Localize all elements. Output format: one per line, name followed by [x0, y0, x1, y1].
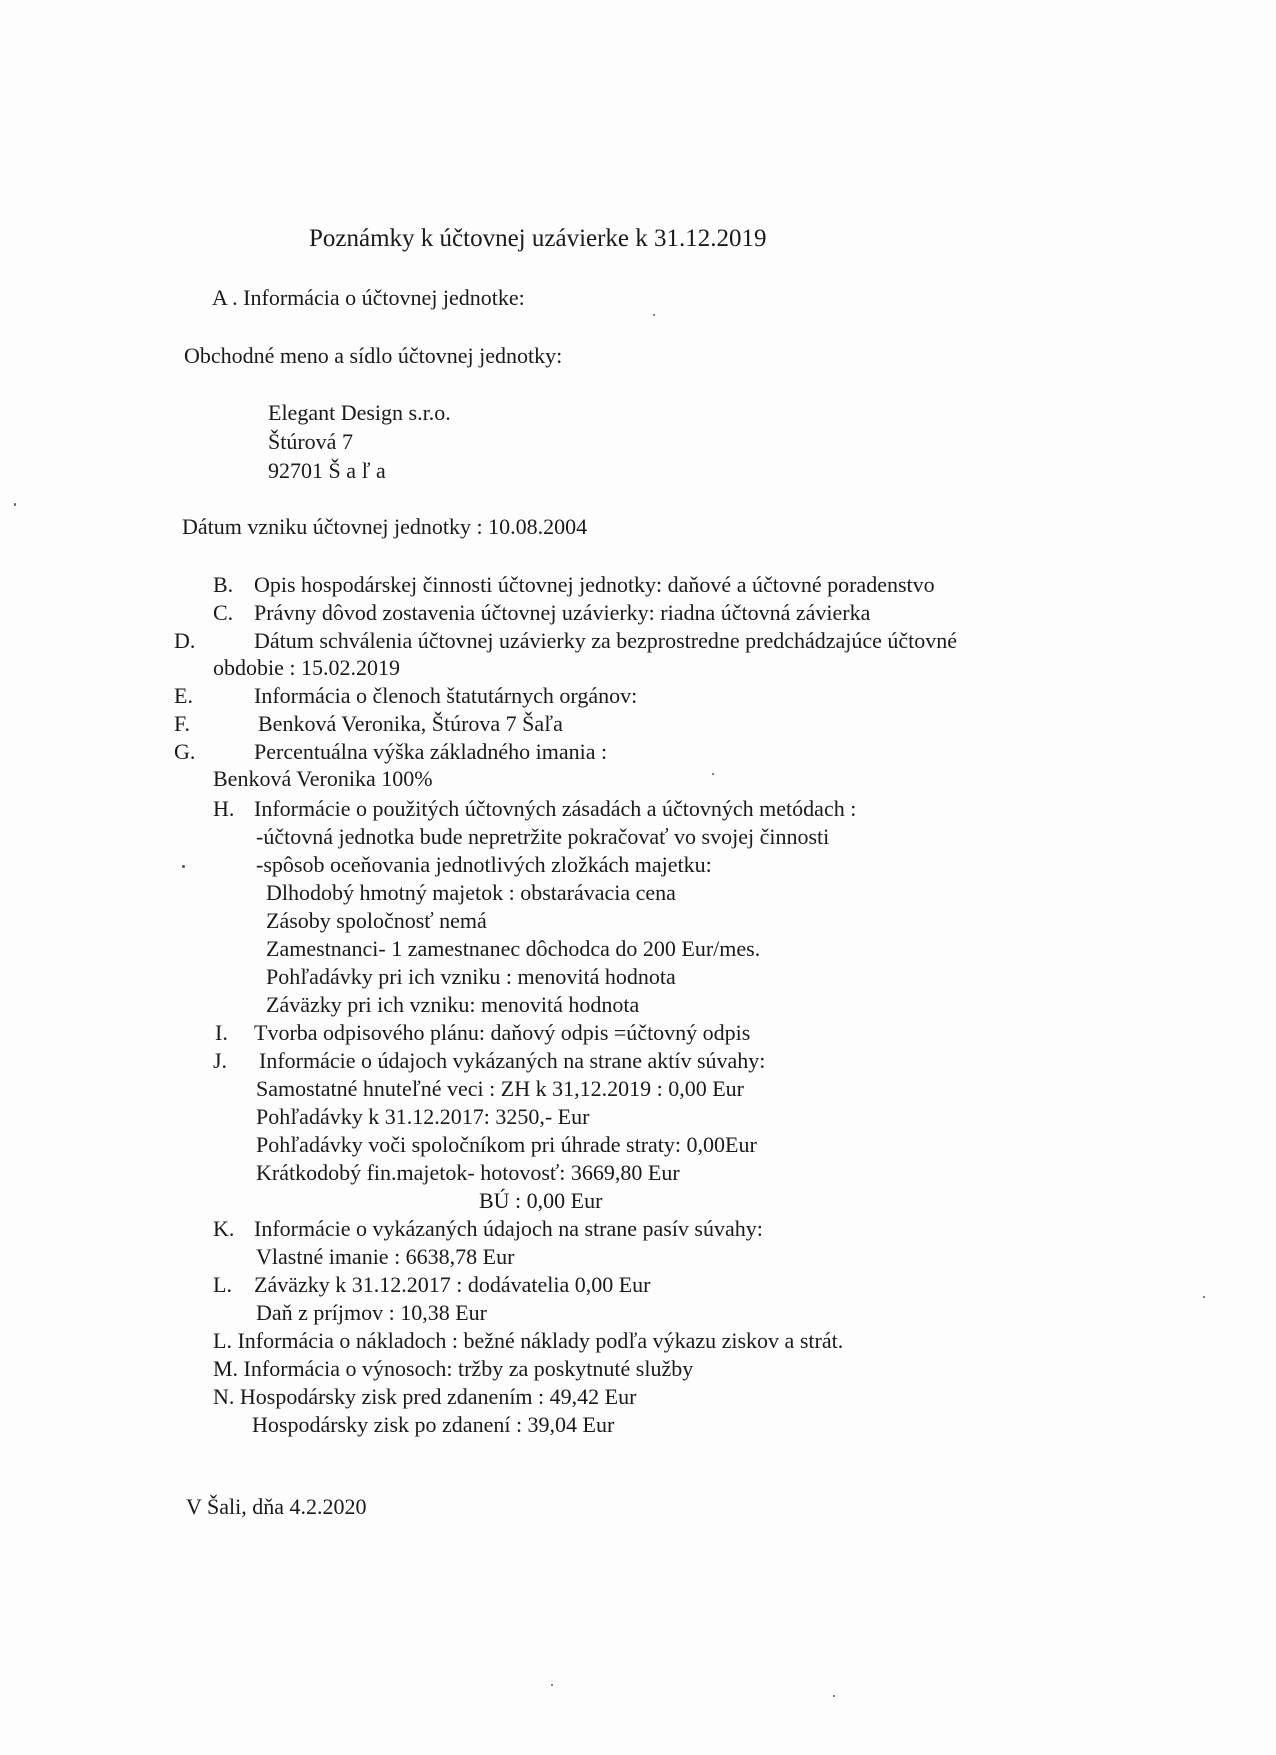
item-l1-line-1: Daň z príjmov : 10,38 Eur — [256, 1300, 487, 1325]
item-h-line-7: Záväzky pri ich vzniku: menovitá hodnota — [266, 992, 640, 1017]
item-h-line-6: Pohľadávky pri ich vzniku : menovitá hodnota — [266, 964, 676, 989]
item-h-line-3: Dlhodobý hmotný majetok : obstarávacia cena — [266, 880, 676, 905]
item-d-letter: D. — [174, 628, 196, 653]
item-l1-letter: L. — [213, 1272, 232, 1297]
item-l1-text: Záväzky k 31.12.2017 : dodávatelia 0,00 Eur — [254, 1272, 651, 1297]
scan-speck — [14, 503, 16, 506]
signature-place-date: V Šali, dňa 4.2.2020 — [186, 1494, 367, 1519]
document-title: Poznámky k účtovnej uzávierke k 31.12.2019 — [309, 225, 767, 252]
item-e-text: Informácia o členoch štatutárnych orgánov: — [254, 683, 638, 708]
item-i-letter: I. — [215, 1020, 228, 1045]
item-h-text: Informácie o použitých účtovných zásadách a účtovných metódach : — [254, 796, 857, 821]
item-m-text: M. Informácia o výnosoch: tržby za poskytnuté služby — [213, 1356, 694, 1381]
item-g-continuation: Benková Veronika 100% — [213, 766, 433, 791]
item-c-letter: C. — [213, 600, 234, 625]
item-g-letter: G. — [174, 739, 196, 764]
scan-speck — [833, 1695, 835, 1697]
scan-speck — [551, 1684, 553, 1686]
company-heading: Obchodné meno a sídlo účtovnej jednotky: — [184, 343, 563, 368]
scan-speck — [1203, 1296, 1205, 1298]
scan-speck — [182, 865, 185, 868]
item-j-line-3: Pohľadávky voči spoločníkom pri úhrade straty: 0,00Eur — [256, 1132, 757, 1157]
item-g-text: Percentuálna výška základného imania : — [254, 739, 608, 764]
section-a-heading: A . Informácia o účtovnej jednotke: — [212, 285, 525, 310]
founded-date: Dátum vzniku účtovnej jednotky : 10.08.2004 — [182, 514, 588, 539]
item-b-text: Opis hospodárskej činnosti účtovnej jednotky: daňové a účtovné poradenstvo — [254, 572, 935, 597]
item-j-line-4: Krátkodobý fin.majetok- hotovosť: 3669,80 Eur — [256, 1160, 680, 1185]
item-h-line-4: Zásoby spoločnosť nemá — [266, 908, 487, 933]
item-e-letter: E. — [174, 683, 193, 708]
item-d-text: Dátum schválenia účtovnej uzávierky za bezprostredne predchádzajúce účtovné — [254, 628, 958, 653]
item-j-text: Informácie o údajoch vykázaných na strane aktív súvahy: — [259, 1048, 766, 1073]
item-h-line-2: -spôsob oceňovania jednotlivých zložkách majetku: — [256, 852, 712, 877]
company-street: Štúrová 7 — [268, 429, 353, 454]
item-k-letter: K. — [213, 1216, 235, 1241]
scan-speck — [653, 314, 655, 316]
item-i-text: Tvorba odpisového plánu: daňový odpis =účtovný odpis — [254, 1020, 751, 1045]
item-k-text: Informácie o vykázaných údajoch na strane pasív súvahy: — [254, 1216, 763, 1241]
item-d-continuation: obdobie : 15.02.2019 — [213, 655, 400, 680]
item-b-letter: B. — [213, 572, 234, 597]
item-j-line-1: Samostatné hnuteľné veci : ZH k 31,12.2019 : 0,00 Eur — [256, 1076, 744, 1101]
item-h-line-1: -účtovná jednotka bude nepretržite pokračovať vo svojej činnosti — [256, 824, 830, 849]
item-h-line-5: Zamestnanci- 1 zamestnanec dôchodca do 200 Eur/mes. — [266, 936, 761, 961]
item-j-letter: J. — [213, 1048, 228, 1073]
item-c-text: Právny dôvod zostavenia účtovnej uzávierky: riadna účtovná závierka — [254, 600, 871, 625]
item-j-line-2: Pohľadávky k 31.12.2017: 3250,- Eur — [256, 1104, 590, 1129]
scan-speck — [712, 773, 714, 775]
company-city: 92701 Š a ľ a — [268, 458, 386, 483]
item-j-line-5: BÚ : 0,00 Eur — [479, 1188, 603, 1213]
item-n-text: N. Hospodársky zisk pred zdanením : 49,42 Eur — [213, 1384, 637, 1409]
item-f-text: Benková Veronika, Štúrova 7 Šaľa — [258, 711, 563, 736]
item-l2-text: L. Informácia o nákladoch : bežné náklady podľa výkazu ziskov a strát. — [213, 1328, 844, 1353]
item-k-line-1: Vlastné imanie : 6638,78 Eur — [256, 1244, 515, 1269]
item-h-letter: H. — [213, 796, 235, 821]
company-name: Elegant Design s.r.o. — [268, 400, 451, 425]
item-f-letter: F. — [174, 711, 190, 736]
item-n-line-1: Hospodársky zisk po zdanení : 39,04 Eur — [252, 1412, 615, 1437]
